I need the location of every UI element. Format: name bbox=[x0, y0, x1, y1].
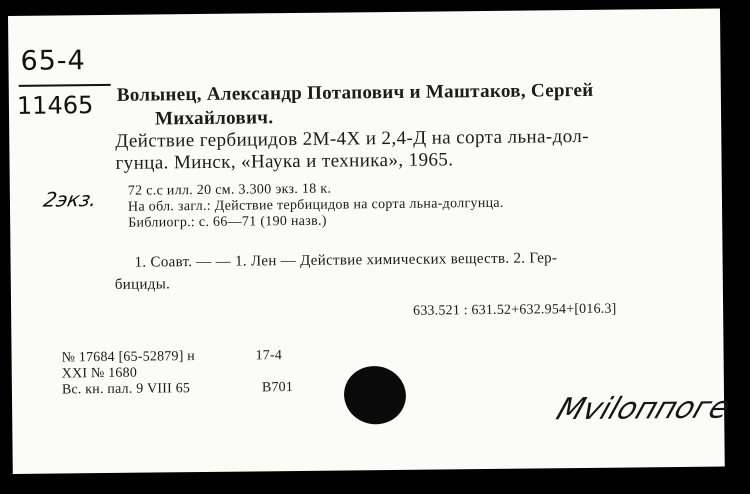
author-heading: Волынец, Александр Потапович и Маштаков, Сергей bbox=[116, 79, 594, 106]
ink-blot bbox=[339, 361, 411, 430]
handwritten-signature: Мvilоппоге bbox=[551, 390, 735, 428]
record-number: № 17684 [65-52879] н bbox=[61, 349, 195, 366]
author-heading-continued: Михайлович. bbox=[154, 107, 274, 130]
title-line-1: Действие гербицидов 2М-4Х и 2,4-Д на сорта льна-дол- bbox=[115, 125, 590, 152]
cover-title-note: На обл. загл.: Действие тербицидов на сорта льна-долгунца. bbox=[127, 195, 504, 215]
series-number: XXI № 1680 bbox=[61, 365, 138, 382]
margin-mark: 2экз. bbox=[41, 187, 100, 212]
classification-underline bbox=[19, 84, 111, 87]
catalog-card bbox=[8, 9, 735, 474]
tracings-line-1: 1. Соавт. — — 1. Лен — Действие химических веществ. 2. Гер- bbox=[134, 250, 558, 271]
title-line-2: гунца. Минск, «Наука и техника», 1965. bbox=[115, 149, 454, 174]
physical-description: 72 с.с илл. 20 см. 3.300 экз. 18 к. bbox=[127, 181, 332, 199]
classification-code: 65-4 bbox=[20, 45, 86, 77]
udc-index: 633.521 : 631.52+632.954+[016.3] bbox=[413, 301, 617, 319]
registry-line: Вс. кн. пал. 9 VIII 65 bbox=[61, 381, 191, 398]
registry-code: В701 bbox=[261, 380, 294, 396]
bibliography-note: Библиогр.: с. 66—71 (190 назв.) bbox=[128, 213, 327, 231]
record-number-suffix: 17-4 bbox=[255, 348, 283, 364]
inventory-number: 11465 bbox=[16, 91, 94, 120]
tracings-line-2: бициды. bbox=[114, 276, 171, 293]
